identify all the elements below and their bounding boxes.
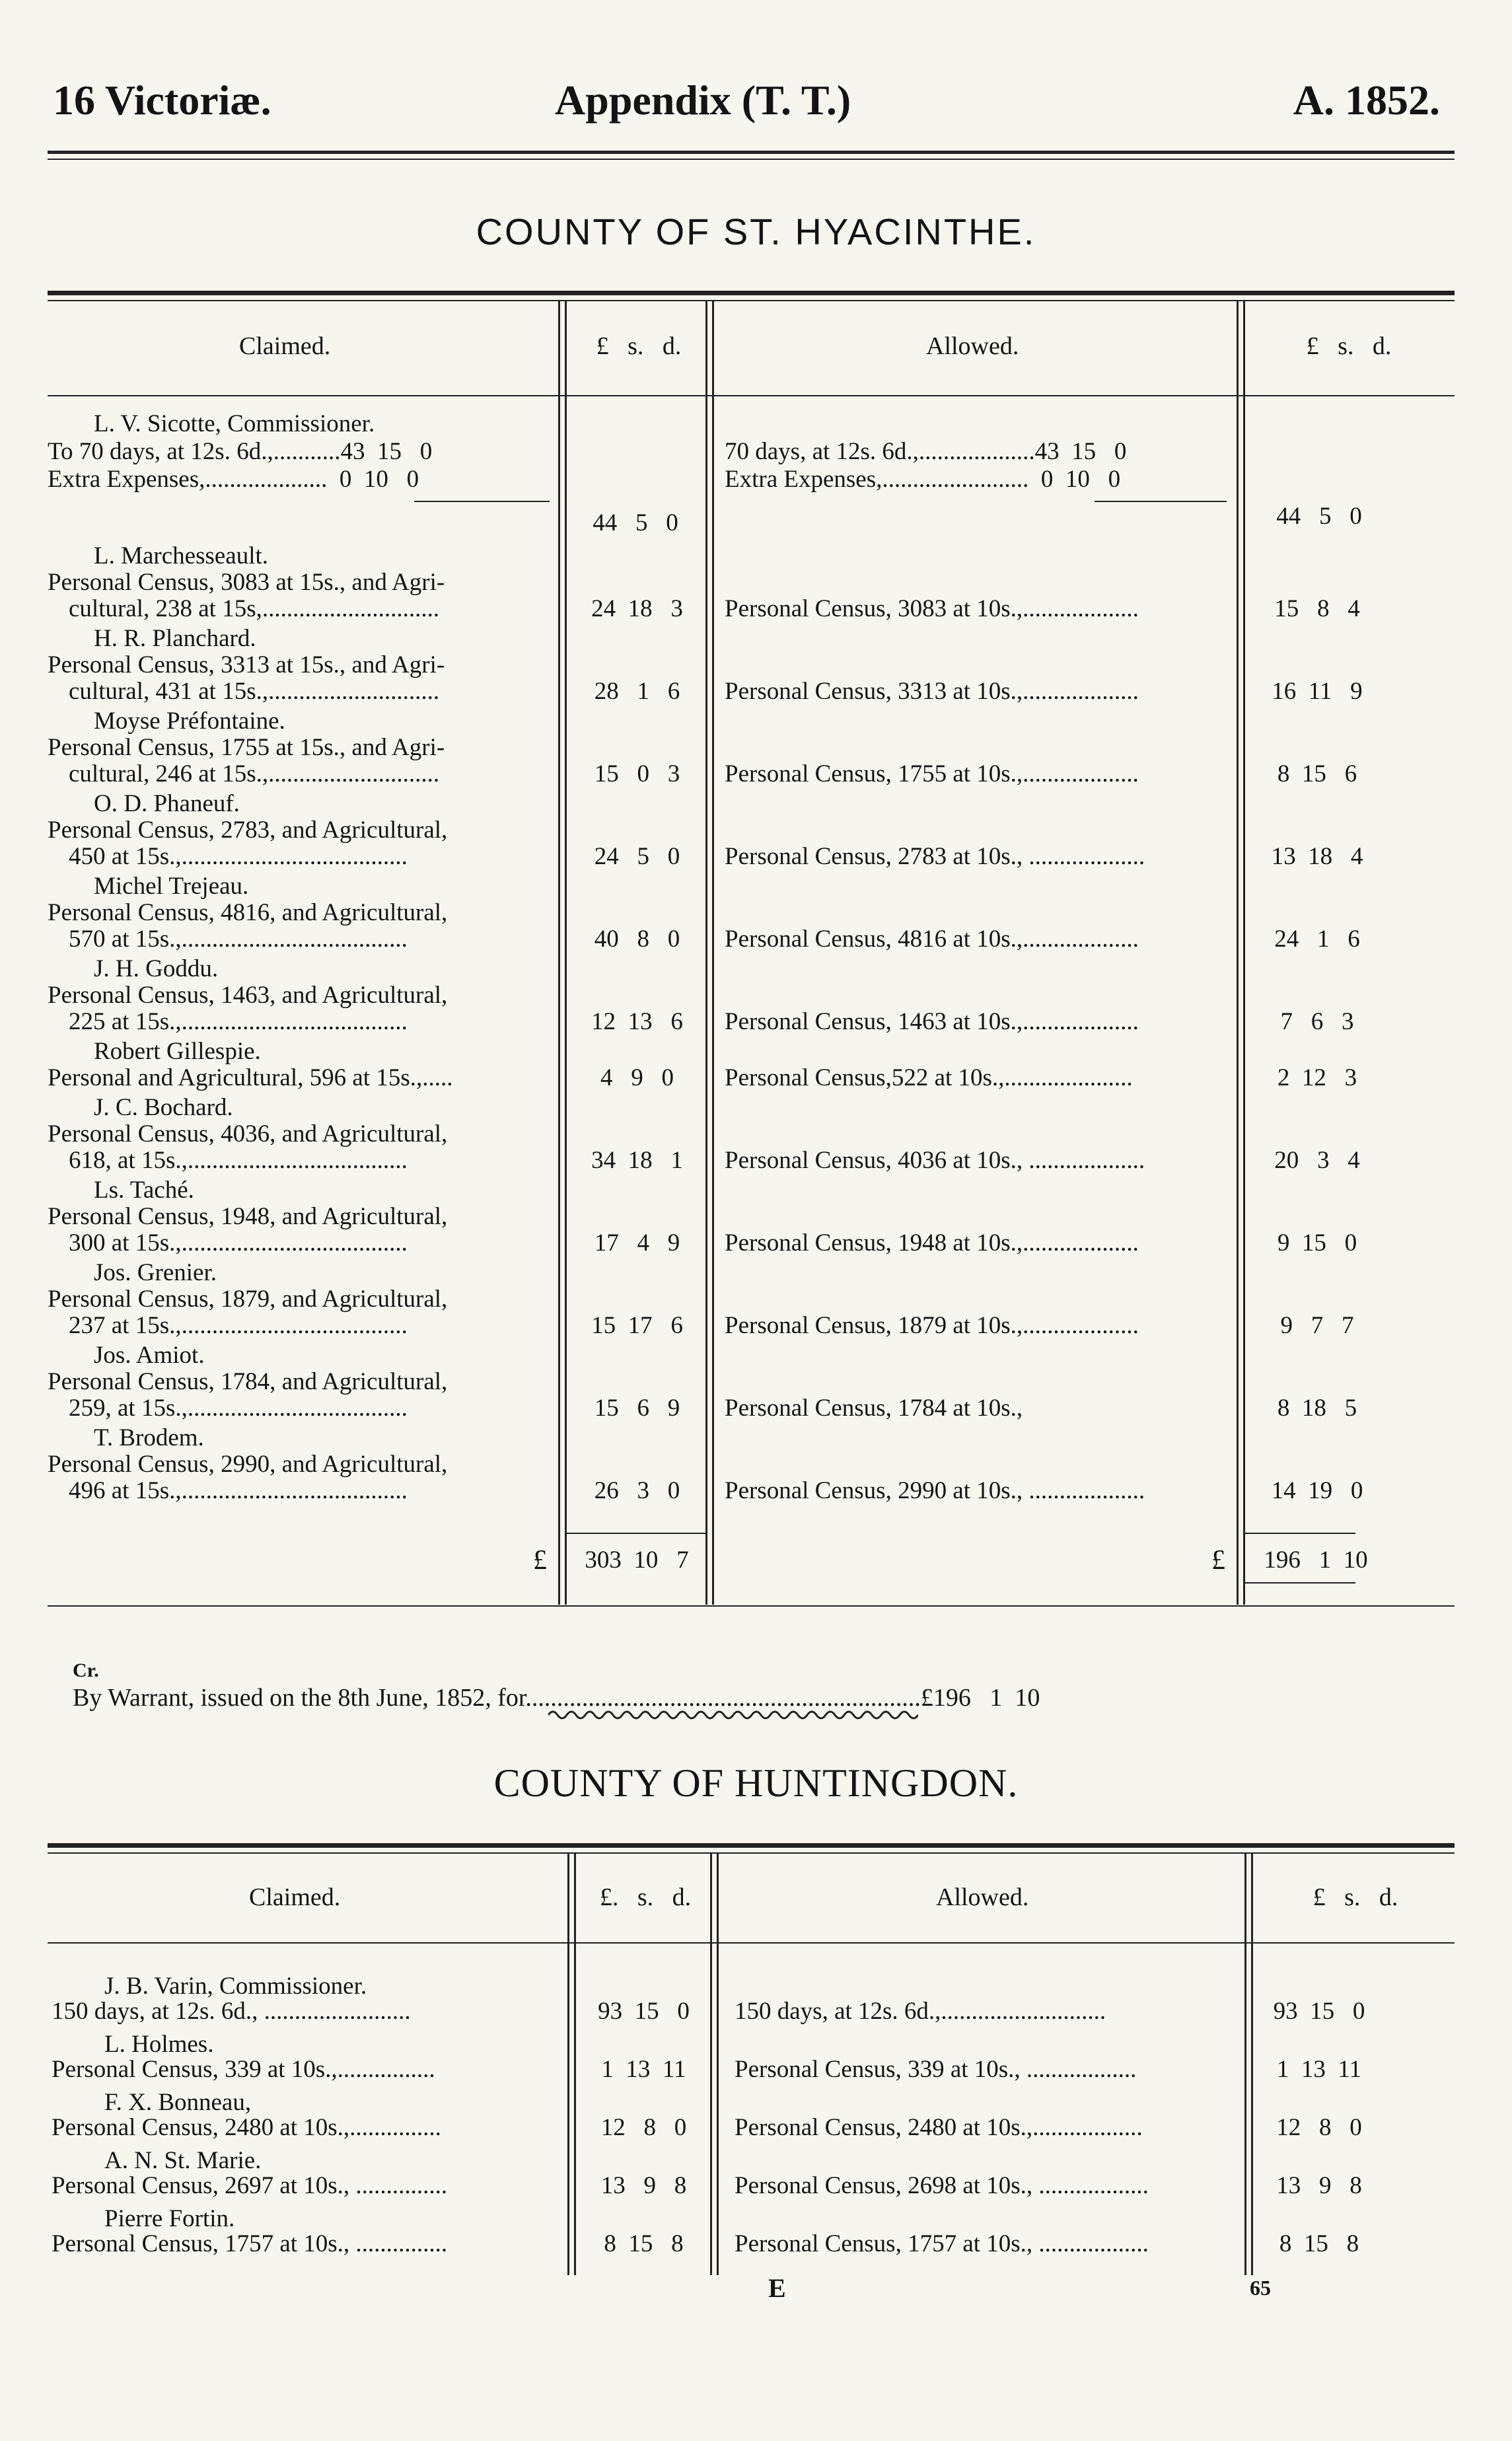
header-right: A. 1852. [1293,77,1440,124]
allowed-description: Personal Census, 1757 at 10s., .................. [735,2230,1149,2257]
section-title-st-hyacinthe: COUNTY OF ST. HYACINTHE. [476,211,1036,252]
claim-description: Personal Census, 3313 at 15s., and Agri- [48,651,445,678]
column-divider [558,300,560,1605]
claimed-amount: 15 0 3 [594,760,680,787]
column-divider [710,1852,712,2275]
claim-description: Personal Census, 3083 at 15s., and Agri- [48,569,445,596]
column-header-allowed: Allowed. [936,1883,1029,1911]
claim-description: Personal Census, 1757 at 10s., ............... [52,2230,448,2257]
commissioner-claim-line: To 70 days, at 12s. 6d.,...........43 15 0 [48,438,433,465]
allowed-description: Personal Census,522 at 10s.,..................... [725,1064,1133,1091]
subtotal-rule [414,501,550,502]
enumerator-name: L. Holmes. [104,2031,214,2058]
allowed-description: Personal Census, 339 at 10s., .................. [735,2056,1137,2083]
allowed-amount: 12 8 0 [1276,2114,1362,2141]
claim-description: cultural, 431 at 15s.,............................ [69,678,440,705]
allowed-description: Personal Census, 1784 at 10s., [725,1395,1023,1422]
allowed-description: Personal Census, 2990 at 10s., ................... [725,1477,1145,1504]
column-divider [705,300,707,1605]
enumerator-name: J. B. Varin, Commissioner. [104,1973,367,2000]
claim-description: Personal Census, 2990, and Agricultural, [48,1451,448,1478]
allowed-description: Personal Census, 2783 at 10s., ................... [725,843,1145,870]
allowed-amount: 9 15 0 [1277,1229,1357,1257]
claim-description: Personal Census, 1948, and Agricultural, [48,1203,448,1230]
commissioner-claimed-total: 44 5 0 [593,509,678,536]
allowed-amount: 8 18 5 [1277,1395,1357,1422]
claim-description: 150 days, at 12s. 6d., ........................ [52,1998,411,2025]
running-header [46,76,1453,135]
allowed-amount: 8 15 8 [1279,2230,1359,2257]
claimed-grand-total: 303 10 7 [585,1547,689,1574]
enumerator-name: Robert Gillespie. [94,1038,261,1065]
enumerator-name: Michel Trejeau. [94,873,249,900]
claim-description: Personal Census, 1463, and Agricultural, [48,982,448,1009]
claim-description: Personal Census, 339 at 10s.,................ [52,2056,435,2083]
allowed-description: Personal Census, 2480 at 10s.,.................. [735,2114,1143,2141]
claimed-amount: 12 13 6 [591,1008,683,1035]
claimed-amount: 15 17 6 [591,1312,683,1339]
total-symbol-allowed: £ [1211,1545,1225,1576]
table-bottom-rule [48,1605,1455,1607]
claimed-amount: 34 18 1 [591,1147,683,1174]
allowed-description: Personal Census, 3313 at 10s.,................... [725,678,1139,705]
allowed-amount: 1 13 11 [1276,2056,1362,2083]
enumerator-name: Jos. Grenier. [94,1259,217,1286]
allowed-description: Personal Census, 2698 at 10s., .................. [735,2172,1149,2199]
header-rule-thin [48,159,1455,160]
claim-description: Personal Census, 1784, and Agricultural, [48,1368,448,1395]
signature-mark: E [768,2273,786,2303]
allowed-amount: 2 12 3 [1277,1064,1357,1091]
claim-description: 496 at 15s.,..................................... [69,1477,408,1504]
column-divider [1244,1852,1246,2275]
allowed-amount: 93 15 0 [1273,1998,1365,2025]
table-top-rule [48,1843,1455,1848]
column-divider [574,1852,576,2275]
header-left: 16 Victoriæ. [53,77,271,124]
enumerator-name: Ls. Taché. [94,1177,194,1204]
claim-description: Personal Census, 2480 at 10s.,............... [52,2114,441,2141]
subtotal-rule [1095,501,1227,502]
column-header-lsd-claimed: £ s. d. [596,332,682,360]
enumerator-name: A. N. St. Marie. [104,2147,262,2174]
allowed-amount: 15 8 4 [1274,595,1360,622]
claim-description: 450 at 15s.,..................................... [69,843,408,870]
column-header-lsd-claimed: £. s. d. [599,1883,692,1911]
column-divider [1251,1852,1253,2275]
claimed-amount: 13 9 8 [600,2172,687,2199]
claim-description: Personal Census, 4036, and Agricultural, [48,1120,448,1148]
allowed-description: Personal Census, 1948 at 10s.,................... [725,1229,1139,1257]
allowed-amount: 24 1 6 [1274,926,1360,953]
column-header-lsd-allowed: £ s. d. [1313,1883,1398,1911]
claim-description: 570 at 15s.,..................................... [69,926,408,953]
allowed-description: 150 days, at 12s. 6d.,........................... [735,1998,1106,2025]
allowed-amount: 13 9 8 [1276,2172,1362,2199]
claim-description: 225 at 15s.,..................................... [69,1008,408,1035]
column-divider [565,300,567,1605]
enumerator-name: T. Brodem. [94,1424,204,1451]
claimed-amount: 8 15 8 [604,2230,684,2257]
enumerator-name: O. D. Phaneuf. [94,790,240,817]
claimed-amount: 15 6 9 [594,1395,680,1422]
commissioner-name: L. V. Sicotte, Commissioner. [94,410,375,437]
column-divider [1237,300,1239,1605]
enumerator-name: Moyse Préfontaine. [94,708,285,735]
enumerator-name: H. R. Planchard. [94,625,256,652]
allowed-amount: 7 6 3 [1280,1008,1354,1035]
enumerator-name: Jos. Amiot. [94,1342,205,1369]
header-center: Appendix (T. T.) [555,77,851,124]
column-header-lsd-allowed: £ s. d. [1306,332,1392,360]
allowed-amount: 8 15 6 [1277,760,1357,787]
commissioner-claim-line: Extra Expenses,.................... 0 10 0 [48,466,419,493]
enumerator-name: F. X. Bonneau, [104,2089,252,2116]
allowed-amount: 13 18 4 [1271,843,1363,870]
claimed-amount: 4 9 0 [600,1064,674,1091]
total-rule [1243,1582,1355,1584]
commissioner-allowed-line: 70 days, at 12s. 6d.,...................43 15 0 [725,438,1127,465]
commissioner-allowed-total: 44 5 0 [1276,503,1362,530]
table-top-rule-thin [48,1852,1455,1854]
claimed-amount: 93 15 0 [598,1998,690,2025]
allowed-grand-total: 196 1 10 [1264,1547,1368,1574]
enumerator-name: J. H. Goddu. [94,955,219,982]
column-divider [717,1852,719,2275]
allowed-description: Personal Census, 3083 at 10s.,................... [725,595,1139,622]
table-header-rule [48,1942,1455,1944]
claim-description: Personal Census, 1879, and Agricultural, [48,1286,448,1313]
claimed-amount: 40 8 0 [594,926,680,953]
enumerator-name: J. C. Bochard. [94,1094,233,1121]
header-rule [48,151,1455,154]
page-number: 65 [1250,2276,1271,2300]
claim-description: Personal Census, 2783, and Agricultural, [48,817,448,844]
commissioner-allowed-line: Extra Expenses,........................ 0 10 0 [725,466,1121,493]
claimed-amount: 28 1 6 [594,678,680,705]
allowed-description: Personal Census, 1879 at 10s.,................... [725,1312,1139,1339]
claimed-amount: 12 8 0 [600,2114,687,2141]
claim-description: 618, at 15s.,.................................... [69,1147,408,1174]
total-rule [565,1533,707,1534]
claimed-amount: 17 4 9 [594,1229,680,1257]
claim-description: Personal Census, 4816, and Agricultural, [48,899,448,926]
allowed-amount: 20 3 4 [1274,1147,1360,1174]
total-rule [1243,1533,1355,1534]
claimed-amount: 24 5 0 [594,843,680,870]
allowed-amount: 14 19 0 [1271,1477,1363,1504]
claim-description: 300 at 15s.,..................................... [69,1229,408,1257]
allowed-description: Personal Census, 4816 at 10s.,................... [725,926,1139,953]
credit-label: Cr. [73,1659,99,1681]
claim-description: Personal Census, 2697 at 10s., ............... [52,2172,448,2199]
allowed-amount: 16 11 9 [1272,678,1363,705]
allowed-description: Personal Census, 4036 at 10s., ................... [725,1147,1145,1174]
ornamental-wavy-rule [548,1706,918,1724]
credit-text: By Warrant, issued on the 8th June, 1852, for...............................................................£196 1 10 [73,1684,1040,1712]
allowed-amount: 9 7 7 [1280,1312,1354,1339]
column-divider [1243,300,1245,1605]
column-header-claimed: Claimed. [249,1883,341,1911]
claim-description: Personal and Agricultural, 596 at 15s.,..... [48,1064,453,1091]
claim-description: cultural, 238 at 15s,............................. [69,595,440,622]
column-divider [567,1852,569,2275]
total-symbol-claimed: £ [533,1545,547,1576]
allowed-description: Personal Census, 1755 at 10s.,................... [725,760,1139,787]
column-header-allowed: Allowed. [926,332,1019,360]
column-divider [712,300,714,1605]
huntingdon-table [48,1843,1455,2273]
allowed-description: Personal Census, 1463 at 10s.,................... [725,1008,1139,1035]
claim-description: Personal Census, 1755 at 15s., and Agri- [48,734,445,761]
st-hyacinthe-table [48,291,1455,1642]
section-title-huntingdon: COUNTY OF HUNTINGDON. [493,1761,1019,1805]
enumerator-name: L. Marchesseault. [94,542,269,569]
claimed-amount: 24 18 3 [591,595,683,622]
table-top-rule [48,291,1455,295]
claim-description: 259, at 15s.,.................................... [69,1395,408,1422]
claim-description: cultural, 246 at 15s.,............................ [69,760,440,787]
claimed-amount: 1 13 11 [601,2056,686,2083]
claimed-amount: 26 3 0 [594,1477,680,1504]
claim-description: 237 at 15s.,..................................... [69,1312,408,1339]
column-header-claimed: Claimed. [239,332,331,360]
enumerator-name: Pierre Fortin. [104,2205,235,2232]
